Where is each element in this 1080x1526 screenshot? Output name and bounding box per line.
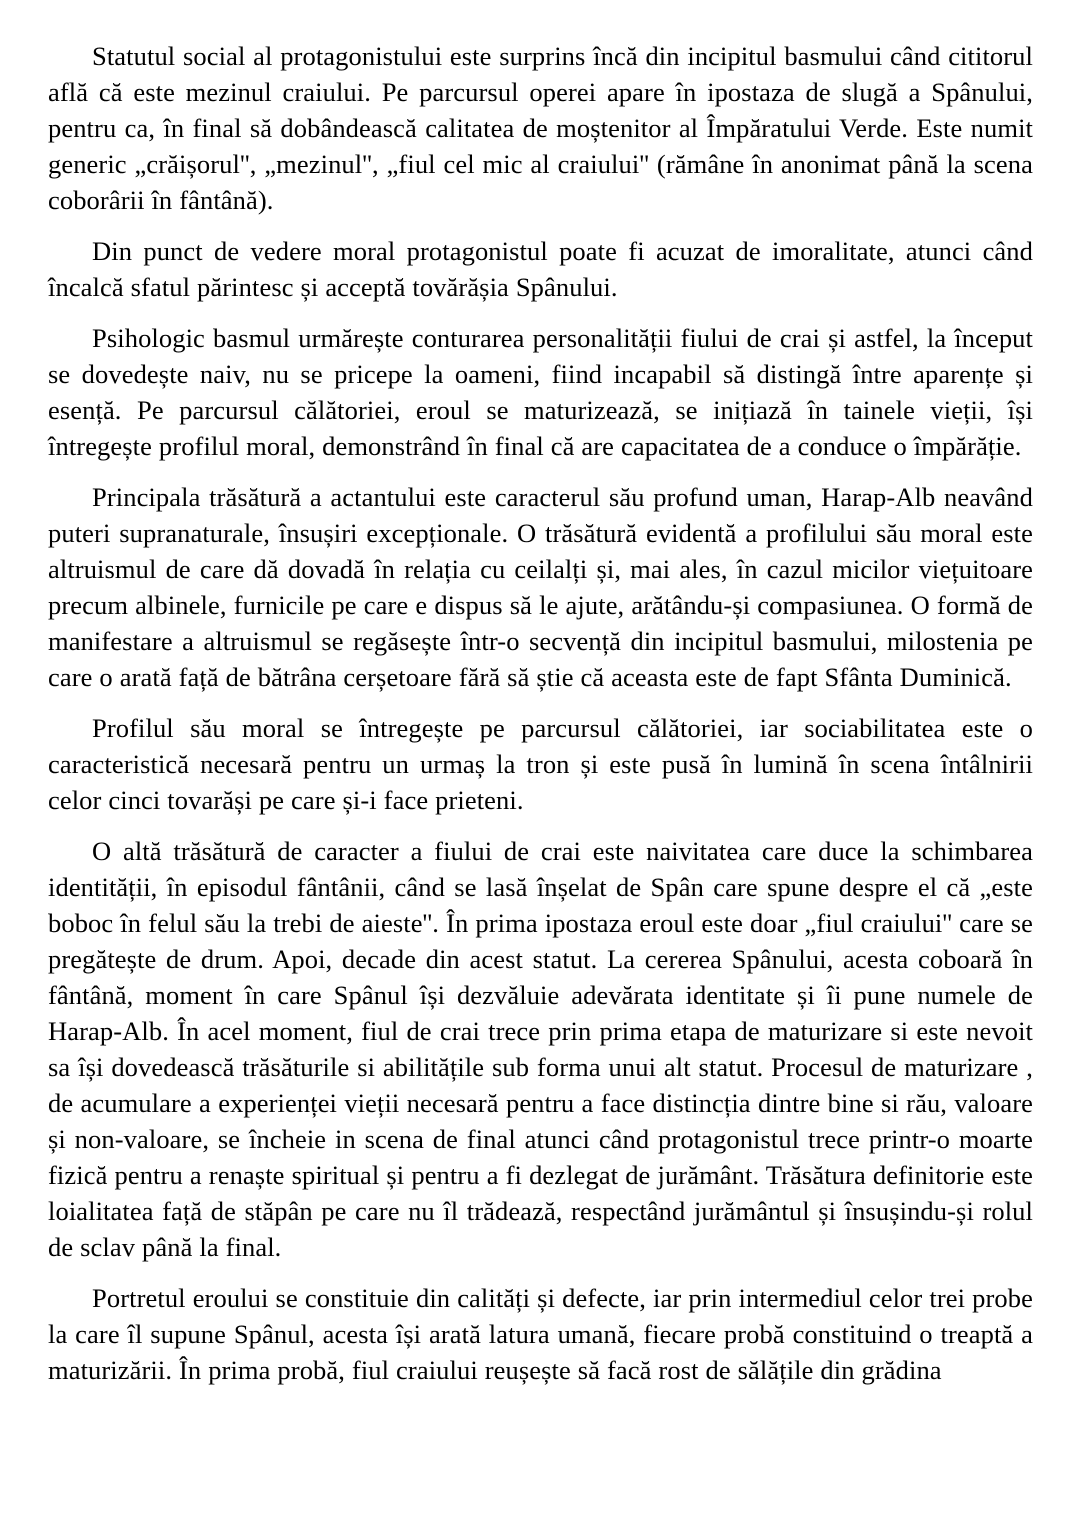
- paragraph-punct-moral: Din punct de vedere moral protagonistul poate fi acuzat de imoralitate, atunci când încalcă sfatul părintesc și acceptă tovărășia Spânului.: [48, 236, 1033, 302]
- paragraph-naivitatea: O altă trăsătură de caracter a fiului de crai este naivitatea care duce la schimbarea identității, în episodul fântânii, când se lasă înșelat de Spân care spune despre el că „este boboc în felul său la trebi de aieste''. În prima ipostaza eroul este doar „fiul craiului'' care se pregătește de drum. Apoi, decade din acest statut. La cererea Spânului, acesta coboară în fântână, moment în care Spânul își dezvăluie adevărata identitate și îi pune numele de Harap-Alb. În acel moment, fiul de crai trece prin prima etapa de maturizare si este nevoit sa își dovedească trăsăturile si abilitățile sub forma unui alt statut. Procesul de maturizare , de acumulare a experienței vieții necesară pentru a face distincția dintre bine si rău, valoare și non-valoare, se încheie in scena de final atunci când protagonistul trece printr-o moarte fizică pentru a renaște spiritual și pentru a fi dezlegat de jurământ. Trăsătura definitorie este loialitatea față de stăpân pe care nu îl trădează, respectând jurământul și însușindu-și rolul de sclav până la final.: [48, 836, 1033, 1262]
- paragraph-psihologic: Psihologic basmul urmărește conturarea personalității fiului de crai și astfel, la început se dovedește naiv, nu se pricepe la oameni, fiind incapabil să distingă între aparențe și esență. Pe parcursul călătoriei, eroul se maturizează, se inițiază în tainele vieții, își întregește profilul moral, demonstrând în final că are capacitatea de a conduce o împărăție.: [48, 323, 1033, 461]
- text-column: [48, 38, 1033, 1388]
- paragraph-portretul-eroului: Portretul eroului se constituie din calități și defecte, iar prin intermediul celor trei probe la care îl supune Spânul, acesta își arată latura umană, fiecare probă constituind o treaptă a maturizării. În prima probă, fiul craiului reușește să facă rost de sălățile din grădina: [48, 1283, 1033, 1385]
- paragraph-profil-sociabilitate: Profilul său moral se întregește pe parcursul călătoriei, iar sociabilitatea este o caracteristică necesară pentru un urmaș la tron și este pusă în lumină în scena întâlnirii celor cinci tovarăși pe care și-i face prieteni.: [48, 713, 1033, 815]
- paragraph-statut-social: Statutul social al protagonistului este surprins încă din incipitul basmului când cititorul află că este mezinul craiului. Pe parcursul operei apare în ipostaza de slugă a Spânului, pentru ca, în final să dobândească calitatea de moștenitor al Împăratului Verde. Este numit generic „crăișorul'', „mezinul'', „fiul cel mic al craiului'' (rămâne în anonimat până la scena coborârii în fântână).: [48, 41, 1033, 215]
- paragraph-principala-trasatura: Principala trăsătură a actantului este caracterul său profund uman, Harap-Alb neavând puteri supranaturale, însușiri excepționale. O trăsătură evidentă a profilului său moral este altruismul de care dă dovadă în relația cu ceilalți și, mai ales, în cazul micilor viețuitoare precum albinele, furnicile pe care e dispus să le ajute, arătându-și compasiunea. O formă de manifestare a altruismul se regăsește într-o secvență din incipitul basmului, milostenia pe care o arată față de bătrâna cerșetoare fără să știe că aceasta este de fapt Sfânta Duminică.: [48, 482, 1033, 692]
